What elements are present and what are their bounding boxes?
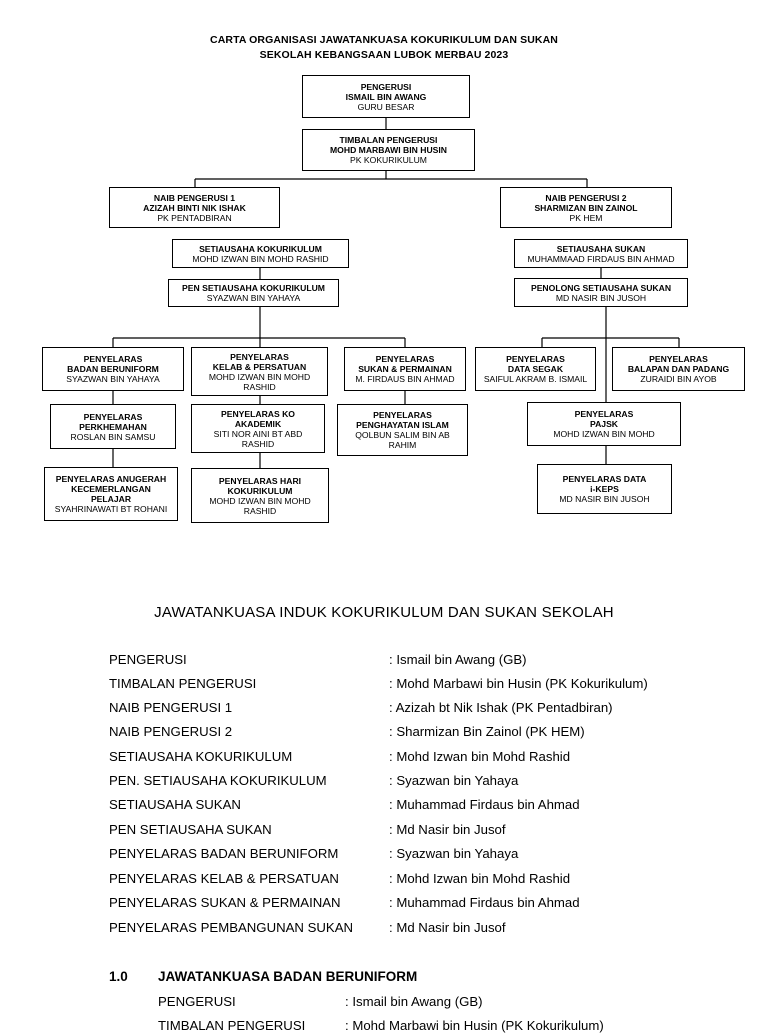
box-penghayatan-islam [337,404,468,456]
box-anugerah-unit: KECEMERLANGAN [71,484,151,494]
box-perkhemahan-name: ROSLAN BIN SAMSU [70,431,156,442]
committee-value: : Syazwan bin Yahaya [389,846,519,861]
box-setiausaha-koko-role: SETIAUSAHA KOKURIKULUM [199,243,322,254]
box-naib1-name: AZIZAH BINTI NIK ISHAK [143,202,246,213]
box-pengerusi [302,75,470,118]
box-ikeps [537,464,672,514]
box-badan-beruniform [42,347,184,391]
box-anugerah-role: PENYELARAS ANUGERAH [55,474,167,484]
box-timbalan-pengerusi [302,129,475,171]
box-naib1-post: PK PENTADBIRAN [157,212,232,223]
committee-role: PENGERUSI [109,652,187,667]
section-1-value: : Ismail bin Awang (GB) [345,994,483,1009]
box-kelab-persatuan-name-cont: RASHID [243,381,276,392]
chart-title-line-2: SEKOLAH KEBANGSAAN LUBOK MERBAU 2023 [259,49,509,61]
committee-role: SETIAUSAHA KOKURIKULUM [109,749,293,764]
committee-value: : Mohd Izwan bin Mohd Rashid [389,871,571,886]
box-pengerusi-post: GURU BESAR [357,101,415,112]
box-hari-koko-role: PENYELARAS HARI [218,475,302,486]
box-sukan-permainan-name: M. FIRDAUS BIN AHMAD [355,374,455,384]
box-ko-akademik-unit: AKADEMIK [234,418,282,429]
box-penghayatan-islam-name-cont: RAHIM [388,440,417,450]
committee-role: PENYELARAS KELAB & PERSATUAN [109,871,339,886]
box-balapan-padang-name: ZURAIDI BIN AYOB [640,374,717,384]
box-sukan-permainan [344,347,466,391]
box-badan-beruniform-role: PENYELARAS [83,354,143,364]
committee-value: : Mohd Marbawi bin Husin (PK Kokurikulum) [389,676,648,691]
box-kelab-persatuan-role: PENYELARAS [230,351,289,362]
box-anugerah-name: SYAHRINAWATI BT ROHANI [54,504,168,514]
box-naib2-post: PK HEM [569,212,603,223]
box-balapan-padang-role: PENYELARAS [649,354,708,364]
section-1-role: PENGERUSI [158,994,236,1009]
box-ko-akademik-name: SITI NOR AINI BT ABD [213,428,303,439]
box-sukan-permainan-unit: SUKAN & PERMAINAN [358,364,452,374]
committee-role: PENYELARAS SUKAN & PERMAINAN [109,895,341,910]
box-sukan-permainan-role: PENYELARAS [375,354,435,364]
box-penghayatan-islam-name: QOLBUN SALIM BIN AB [355,430,450,440]
chart-title-line-1: CARTA ORGANISASI JAWATANKUASA KOKURIKULUM DAN SUKAN [210,34,558,46]
box-setiausaha-sukan-name: MUHAMMAAD FIRDAUS BIN AHMAD [527,253,675,264]
box-pen-setiausaha-koko-name: SYAZWAN BIN YAHAYA [206,293,301,303]
box-setiausaha-kokurikulum [172,239,349,268]
committee-value: : Md Nasir bin Jusof [389,822,506,837]
box-badan-beruniform-unit: BADAN BERUNIFORM [67,364,159,374]
box-hari-koko-unit: KOKURIKULUM [227,485,293,496]
box-ko-akademik-name-cont: RASHID [241,438,275,449]
box-ikeps-name: MD NASIR BIN JUSOH [559,494,650,504]
box-perkhemahan-unit: PERKHEMAHAN [79,421,147,432]
committee-value: : Muhammad Firdaus bin Ahmad [389,797,580,812]
committee-role: PENYELARAS BADAN BERUNIFORM [109,846,339,861]
committee-value: : Mohd Izwan bin Mohd Rashid [389,749,571,764]
committee-value: : Ismail bin Awang (GB) [389,652,527,667]
box-timbalan-role: TIMBALAN PENGERUSI [339,135,438,145]
box-naib2-role: NAIB PENGERUSI 2 [545,192,627,203]
box-pajsk-unit: PAJSK [589,419,619,429]
committee-role: PEN SETIAUSAHA SUKAN [109,822,272,837]
committee-role: PEN. SETIAUSAHA KOKURIKULUM [109,773,327,788]
section-1-role: TIMBALAN PENGERUSI [158,1018,306,1033]
section-1-number: 1.0 [109,969,128,984]
box-pajsk-role: PENYELARAS [574,409,634,419]
committee-value: : Azizah bt Nik Ishak (PK Pentadbiran) [389,700,613,715]
box-penolong-setiausaha-sukan-role: PENOLONG SETIAUSAHA SUKAN [530,282,672,293]
box-ikeps-role: PENYELARAS DATA [562,474,647,484]
box-data-segak [475,347,596,391]
box-timbalan-post: PK KOKURIKULUM [350,155,427,165]
committee-value: : Md Nasir bin Jusof [389,920,506,935]
box-pajsk-name: MOHD IZWAN BIN MOHD [553,429,655,439]
box-perkhemahan [50,404,176,449]
box-pen-setiausaha-koko-role: PEN SETIAUSAHA KOKURIKULUM [182,283,325,293]
box-data-segak-role: PENYELARAS [506,354,565,364]
box-badan-beruniform-name: SYAZWAN BIN YAHAYA [66,374,160,384]
box-hari-koko-name-cont: RASHID [243,505,277,516]
box-anugerah-unit-cont: PELAJAR [90,494,132,504]
box-ikeps-unit: i-KEPS [590,484,619,494]
box-naib-pengerusi-2 [500,187,672,228]
box-perkhemahan-role: PENYELARAS [83,411,143,422]
box-ko-akademik [191,404,325,453]
box-timbalan-name: MOHD MARBAWI BIN HUSIN [330,145,447,155]
box-penolong-setiausaha-sukan [514,278,688,307]
box-penghayatan-islam-role: PENYELARAS [373,410,432,420]
box-setiausaha-sukan [514,239,688,268]
committee-title: JAWATANKUASA INDUK KOKURIKULUM DAN SUKAN SEKOLAH [154,604,614,621]
committee-role: TIMBALAN PENGERUSI [109,676,257,691]
box-naib1-role: NAIB PENGERUSI 1 [153,192,236,203]
committee-value: : Syazwan bin Yahaya [389,773,519,788]
box-data-segak-name: SAIFUL AKRAM B. ISMAIL [483,374,588,384]
section-1-title: JAWATANKUASA BADAN BERUNIFORM [158,969,418,984]
committee-role: SETIAUSAHA SUKAN [109,797,241,812]
committee-role: PENYELARAS PEMBANGUNAN SUKAN [109,920,354,935]
box-pengerusi-name: ISMAIL BIN AWANG [345,91,427,102]
box-pen-setiausaha-kokurikulum [168,279,339,307]
box-naib2-name: SHARMIZAN BIN ZAINOL [534,202,638,213]
committee-role: NAIB PENGERUSI 1 [109,700,233,715]
box-setiausaha-koko-name: MOHD IZWAN BIN MOHD RASHID [192,253,329,264]
box-balapan-padang [612,347,745,391]
box-hari-koko-name: MOHD IZWAN BIN MOHD [209,495,311,506]
box-naib-pengerusi-1 [109,187,280,228]
box-anugerah-kecemerlangan [44,467,178,521]
box-ko-akademik-role: PENYELARAS KO [220,408,295,419]
box-penghayatan-islam-unit: PENGHAYATAN ISLAM [356,420,449,430]
box-kelab-persatuan [191,347,328,396]
box-penolong-setiausaha-sukan-name: MD NASIR BIN JUSOH [555,292,647,303]
box-kelab-persatuan-name: MOHD IZWAN BIN MOHD [208,371,311,382]
section-1-value: : Mohd Marbawi bin Husin (PK Kokurikulum) [345,1018,604,1033]
committee-value: : Sharmizan Bin Zainol (PK HEM) [389,724,585,739]
box-hari-kokurikulum [191,468,329,523]
committee-role: NAIB PENGERUSI 2 [109,724,233,739]
box-pengerusi-role: PENGERUSI [360,81,412,92]
box-kelab-persatuan-unit: KELAB & PERSATUAN [212,361,307,372]
box-setiausaha-sukan-role: SETIAUSAHA SUKAN [556,243,646,254]
box-data-segak-unit: DATA SEGAK [507,364,564,374]
box-pajsk [527,402,681,446]
committee-value: : Muhammad Firdaus bin Ahmad [389,895,580,910]
box-balapan-padang-unit: BALAPAN DAN PADANG [627,364,730,374]
